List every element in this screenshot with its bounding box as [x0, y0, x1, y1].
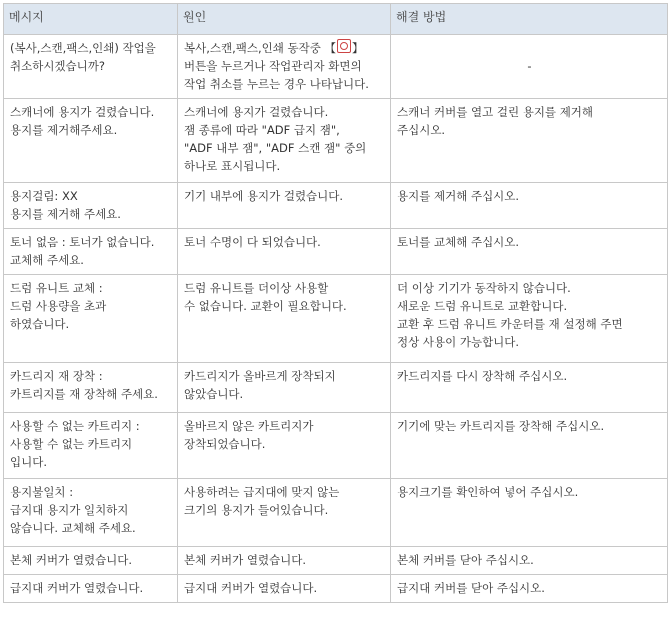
cell-line: 용지걸림: XX [10, 189, 78, 203]
cell-line: 입니다. [10, 455, 47, 469]
cell-line: 사용할 수 없는 카트리지 : [10, 419, 140, 433]
cell-line: 드럼 유니트 교체 : [10, 281, 103, 295]
cell-line: 기기에 맞는 카트리지를 장착해 주십시오. [397, 419, 605, 433]
message-cell [4, 183, 178, 229]
table-header-row [4, 4, 668, 35]
cell-line: 드럼 유니트를 더이상 사용할 [184, 281, 329, 295]
cause-cell [178, 413, 391, 479]
cause-cell [178, 275, 391, 363]
cause-cell [178, 35, 391, 99]
message-cell [4, 35, 178, 99]
cell-line: 본체 커버가 열렸습니다. [184, 553, 307, 567]
message-cell [4, 229, 178, 275]
header-solution: 해결 방법 [391, 4, 668, 35]
table-row [4, 547, 668, 575]
table-row [4, 275, 668, 363]
solution-cell [391, 35, 668, 99]
cell-line: 토너 없음 : 토너가 없습니다. [10, 235, 155, 249]
cell-line: "ADF 내부 잼", "ADF 스캔 잼" 중의 [184, 141, 367, 155]
message-cell [4, 99, 178, 183]
cell-line: 급지대 커버가 열렸습니다. [10, 581, 144, 595]
table-row [4, 99, 668, 183]
solution-cell [391, 99, 668, 183]
cell-line: 용지불일치 : [10, 485, 74, 499]
cell-line: 카드리지 재 장착 : [10, 369, 103, 383]
cell-line: 본체 커버를 닫아 주십시오. [397, 553, 534, 567]
cause-cell [178, 479, 391, 547]
cell-line-part: 】 [351, 41, 364, 55]
cell-line: 용지크기를 확인하여 넣어 주십시오. [397, 485, 579, 499]
table-row [4, 35, 668, 99]
error-message-table [3, 3, 668, 603]
message-cell [4, 275, 178, 363]
cell-line [184, 39, 385, 57]
cell-line: 교체해 주세요. [10, 253, 84, 267]
table-row [4, 363, 668, 413]
cell-line: 스캐너에 용지가 걸렸습니다. [10, 105, 155, 119]
message-cell [4, 547, 178, 575]
cell-line: - [527, 59, 532, 73]
cell-line: 교환 후 드럼 유니트 카운터를 재 설정해 주면 [397, 317, 623, 331]
cell-line: 본체 커버가 열렸습니다. [10, 553, 133, 567]
solution-cell [391, 547, 668, 575]
cell-line: 카드리지가 올바르게 장착되지 [184, 369, 336, 383]
cell-line: 드럼 사용량을 초과 [10, 299, 107, 313]
solution-cell [391, 363, 668, 413]
table-row [4, 479, 668, 547]
solution-cell [391, 275, 668, 363]
cell-line: 스캐너에 용지가 걸렸습니다. [184, 105, 329, 119]
cell-line: 하나로 표시됩니다. [184, 159, 281, 173]
cell-line: (복사,스캔,팩스,인쇄) 작업을 [10, 41, 156, 55]
cell-line: 정상 사용이 가능합니다. [397, 335, 520, 349]
cell-line: 급지대 커버를 닫아 주십시오. [397, 581, 545, 595]
cell-line: 작업 취소를 누르는 경우 나타납니다. [184, 77, 369, 91]
cell-line: 토너 수명이 다 되었습니다. [184, 235, 321, 249]
cell-line: 급지대 용지가 일치하지 [10, 503, 129, 517]
cell-line: 버튼을 누르거나 작업관리자 화면의 [184, 59, 362, 73]
cell-line: 용지를 제거해 주세요. [10, 207, 121, 221]
cell-line: 토너를 교체해 주십시오. [397, 235, 520, 249]
cell-line: 사용할 수 없는 카트리지 [10, 437, 133, 451]
solution-cell [391, 575, 668, 603]
cell-line: 급지대 커버가 열렸습니다. [184, 581, 318, 595]
cause-cell [178, 229, 391, 275]
solution-cell [391, 479, 668, 547]
cell-line: 하였습니다. [10, 317, 70, 331]
cause-cell [178, 575, 391, 603]
cell-line: 취소하시겠습니까? [10, 59, 105, 73]
cell-line: 수 없습니다. 교환이 필요합니다. [184, 299, 347, 313]
solution-cell [391, 183, 668, 229]
cause-cell [178, 183, 391, 229]
cell-line: 주십시오. [397, 123, 446, 137]
table-row [4, 229, 668, 275]
cause-cell [178, 99, 391, 183]
cell-line: 않습니다. 교체해 주세요. [10, 521, 136, 535]
table-row [4, 575, 668, 603]
cell-line: 사용하려는 급지대에 맞지 않는 [184, 485, 340, 499]
cell-line: 크기의 용지가 들어있습니다. [184, 503, 329, 517]
message-cell [4, 413, 178, 479]
cause-cell [178, 547, 391, 575]
cell-line: 더 이상 기기가 동작하지 않습니다. [397, 281, 571, 295]
cell-line-part: 복사,스캔,팩스,인쇄 동작중 【 [184, 41, 336, 55]
cell-line: 장착되었습니다. [184, 437, 266, 451]
cell-line: 않았습니다. [184, 387, 244, 401]
message-cell [4, 479, 178, 547]
cause-cell [178, 363, 391, 413]
cell-line: 기기 내부에 용지가 걸렸습니다. [184, 189, 344, 203]
cell-line: 카트리지를 재 장착해 주세요. [10, 387, 158, 401]
cell-line: 용지를 제거해 주십시오. [397, 189, 520, 203]
table-row [4, 413, 668, 479]
cell-line: 용지를 제거해주세요. [10, 123, 118, 137]
cell-line: 새로운 드럼 유니트로 교환합니다. [397, 299, 568, 313]
solution-cell [391, 413, 668, 479]
header-cause: 원인 [178, 4, 391, 35]
cell-line: 잼 종류에 따라 "ADF 급지 잼", [184, 123, 340, 137]
cell-line: 스캐너 커버를 열고 걸린 용지를 제거해 [397, 105, 594, 119]
header-message: 메시지 [4, 4, 178, 35]
solution-cell [391, 229, 668, 275]
table-row [4, 183, 668, 229]
message-cell [4, 363, 178, 413]
message-cell [4, 575, 178, 603]
cell-line: 올바르지 않은 카트리지가 [184, 419, 314, 433]
stop-button-icon [337, 39, 351, 53]
cell-line: 카드리지를 다시 장착해 주십시오. [397, 369, 568, 383]
